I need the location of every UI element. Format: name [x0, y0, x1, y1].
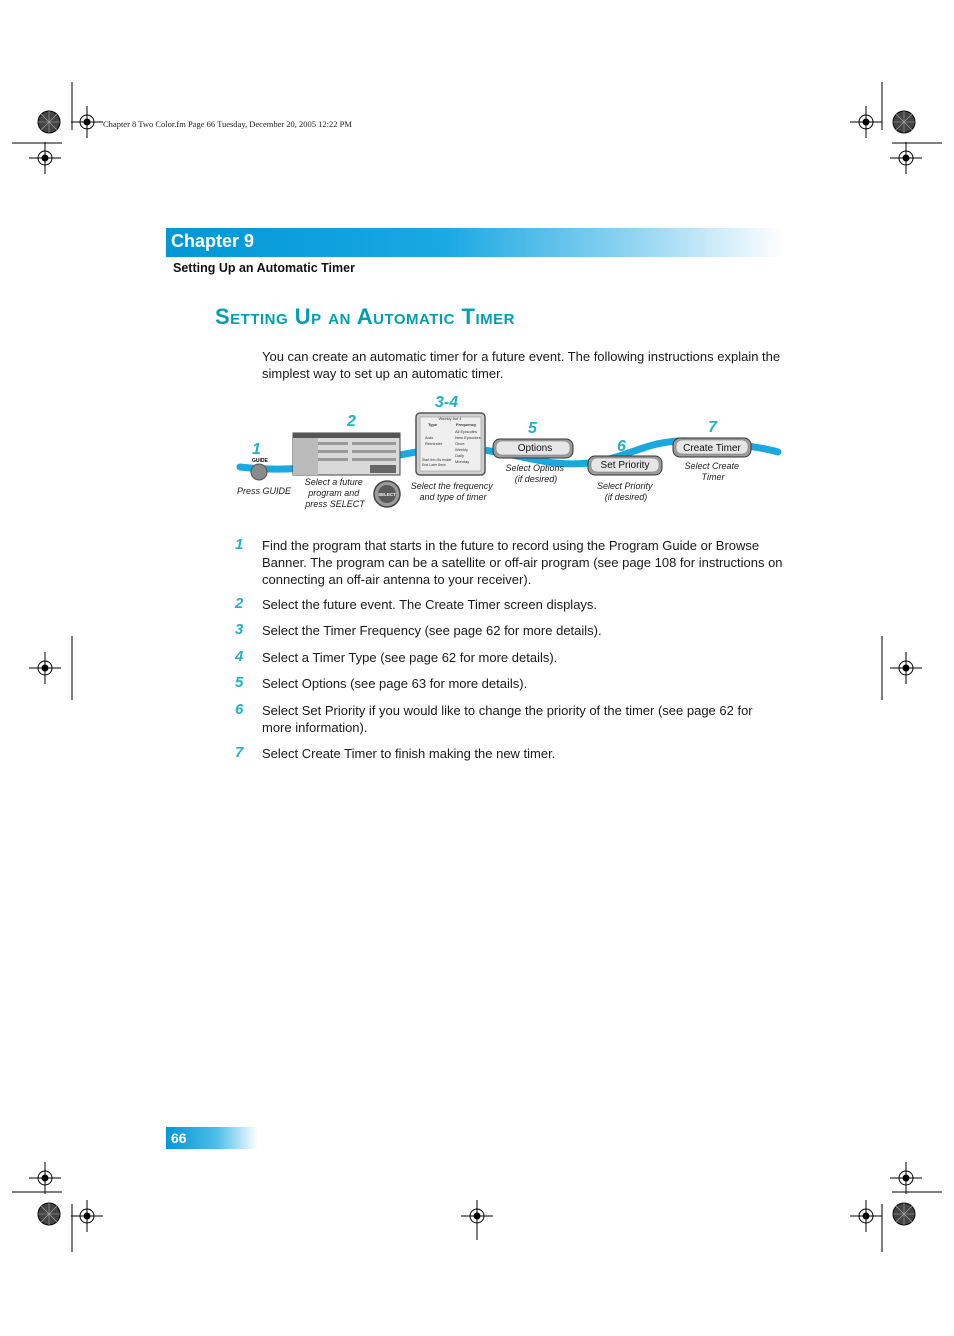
svg-text:Monday: Monday [455, 459, 470, 464]
badge-6: 6 [617, 438, 626, 455]
running-head: Setting Up an Automatic Timer [173, 261, 355, 275]
create-timer-button [673, 438, 751, 457]
create-timer-screen-icon [416, 413, 485, 475]
svg-text:Options: Options [517, 443, 553, 454]
caption-step-7: Select Create Timer [684, 461, 740, 482]
svg-text:Once: Once [455, 441, 465, 446]
step-text: Find the program that starts in the future to record using the Program Guide or Browse Banner. The program can be a satellite or off-air program (see page 108 for instructions on connecting an off-air antenna to your receiver). [262, 538, 783, 587]
caption-step-6: Select Priority (if desired) [596, 481, 653, 502]
caption-step-1: Press GUIDE [236, 486, 292, 496]
caption-step-5: Select Options (if desired) [505, 463, 565, 484]
guide-key-label: GUIDE [252, 458, 268, 464]
badge-1: 1 [252, 441, 261, 458]
program-guide-screen-icon [293, 433, 400, 475]
svg-text:Weekly: Weekly [455, 447, 469, 452]
step-number: 3 [235, 621, 244, 638]
svg-text:Weekly 6of 4: Weekly 6of 4 [438, 416, 462, 421]
step-number: 2 [235, 595, 244, 612]
badge-2: 2 [347, 413, 356, 430]
svg-text:Frequency: Frequency [456, 422, 477, 427]
svg-text:Type: Type [428, 422, 438, 427]
options-button [493, 439, 573, 458]
svg-text:All Episodes: All Episodes [455, 429, 478, 434]
svg-text:Auto: Auto [425, 435, 434, 440]
badge-3-4: 3-4 [435, 395, 459, 411]
intro-paragraph: You can create an automatic timer for a future event. The following instructions explain the simplest way to set up an automatic timer. [262, 349, 781, 381]
caption-step-3-4: Select the frequency and type of timer [410, 481, 493, 502]
caption-step-2: Select a future program and press SELECT [304, 477, 365, 509]
badge-5: 5 [528, 420, 537, 437]
svg-text:Reminder: Reminder [425, 441, 443, 446]
chapter-label: Chapter 9 [171, 231, 255, 251]
page-title: Setting Up an Automatic Timer [215, 304, 515, 329]
svg-text:End Later 8min: End Later 8min [422, 463, 446, 467]
svg-text:Set Priority: Set Priority [600, 460, 650, 471]
step-number: 1 [235, 536, 244, 553]
step-number: 7 [235, 744, 244, 761]
set-priority-button [588, 456, 662, 475]
page-number-bar [166, 1127, 258, 1149]
print-header: Chapter 8 Two Color.fm Page 66 Tuesday, December 20, 2005 12:22 PM [103, 119, 352, 129]
step-text: Select Set Priority if you would like to change the priority of the timer (see page 62 for more information). [262, 703, 753, 735]
page-number: 66 [171, 1130, 187, 1146]
select-button-icon [374, 481, 400, 507]
svg-text:Create Timer: Create Timer [683, 443, 741, 454]
chapter-bar [166, 228, 784, 257]
step-number: 5 [235, 674, 244, 691]
step-text: Select the Timer Frequency (see page 62 for more details). [262, 623, 602, 638]
step-number: 6 [235, 701, 244, 718]
guide-button-icon [251, 464, 267, 480]
timer-flow-diagram [230, 395, 790, 515]
svg-text:New Episodes: New Episodes [455, 435, 481, 440]
svg-text:Start thru 8s Inside: Start thru 8s Inside [422, 458, 452, 462]
step-text: Select Options (see page 63 for more details). [262, 676, 528, 691]
step-number: 4 [235, 648, 244, 665]
step-text: Select a Timer Type (see page 62 for more details). [262, 650, 558, 665]
step-text: Select Create Timer to finish making the new timer. [262, 746, 556, 761]
step-text: Select the future event. The Create Timer screen displays. [262, 597, 598, 612]
badge-7: 7 [708, 419, 717, 436]
svg-text:SELECT: SELECT [378, 492, 396, 497]
svg-text:Daily: Daily [455, 453, 464, 458]
